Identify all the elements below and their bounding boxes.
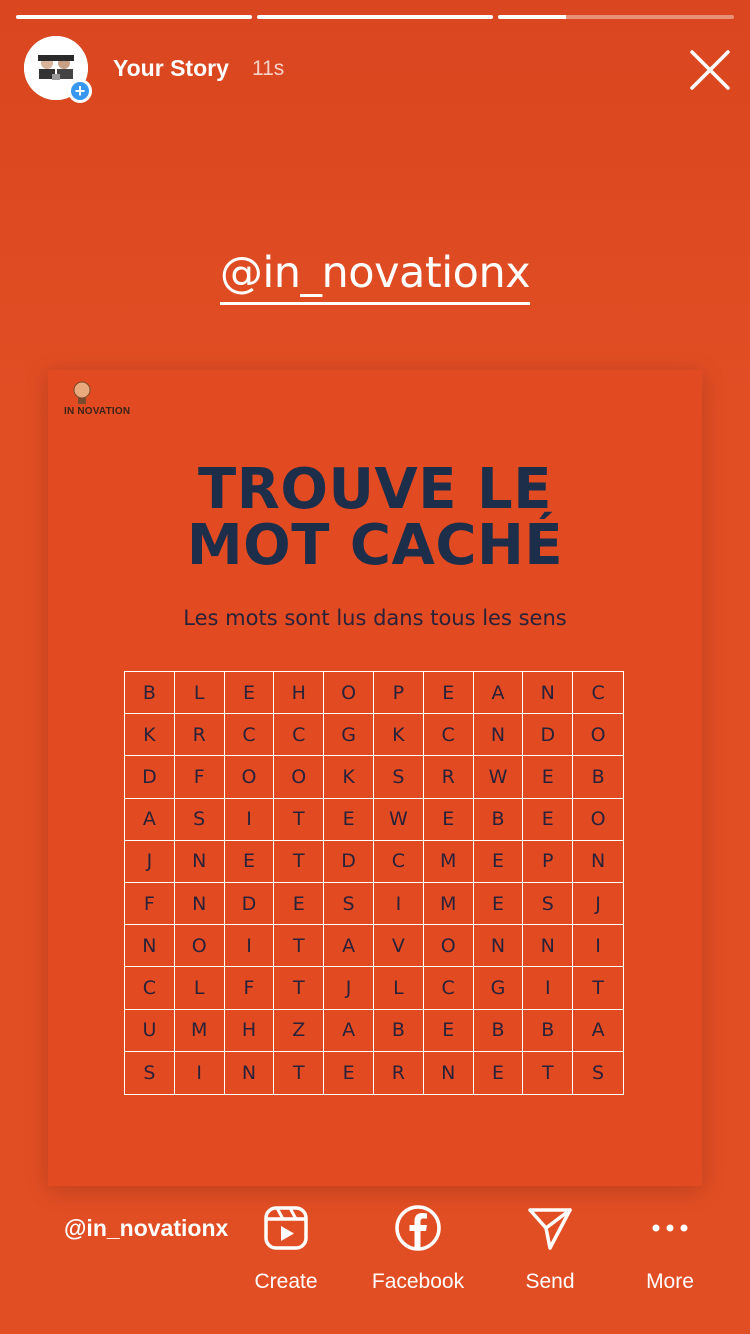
send-button[interactable] [490, 1200, 610, 1294]
grid-cell: U [125, 1010, 175, 1052]
progress-fill [257, 15, 493, 19]
grid-cell: D [324, 841, 374, 883]
mention-sticker[interactable] [0, 248, 750, 298]
grid-cell: J [573, 883, 623, 925]
grid-cell: P [523, 841, 573, 883]
grid-cell: L [374, 967, 424, 1009]
grid-cell: V [374, 925, 424, 967]
grid-cell: C [225, 714, 275, 756]
shared-post-card[interactable] [48, 370, 702, 1186]
grid-cell: N [175, 841, 225, 883]
grid-cell: S [523, 883, 573, 925]
story-timestamp: 11s [252, 57, 285, 80]
grid-cell: P [374, 672, 424, 714]
grid-cell: N [424, 1052, 474, 1094]
brand-logo [62, 380, 152, 420]
grid-cell: O [573, 714, 623, 756]
grid-cell: J [324, 967, 374, 1009]
grid-cell: E [324, 799, 374, 841]
grid-cell: O [274, 756, 324, 798]
grid-cell: L [175, 672, 225, 714]
grid-cell: W [374, 799, 424, 841]
grid-cell: E [523, 799, 573, 841]
grid-cell: R [175, 714, 225, 756]
post-title-line-2: MOT CACHÉ [186, 513, 564, 578]
grid-cell: E [424, 799, 474, 841]
grid-cell: A [474, 672, 524, 714]
grid-cell: N [523, 672, 573, 714]
grid-cell: N [474, 714, 524, 756]
grid-cell: G [324, 714, 374, 756]
grid-cell: E [424, 1010, 474, 1052]
post-title-line-1: TROUVE LE [198, 457, 552, 522]
grid-cell: E [424, 672, 474, 714]
grid-cell: B [474, 1010, 524, 1052]
grid-cell: S [125, 1052, 175, 1094]
facebook-label: Facebook [371, 1270, 465, 1293]
grid-cell: B [374, 1010, 424, 1052]
grid-cell: D [225, 883, 275, 925]
grid-cell: H [225, 1010, 275, 1052]
grid-cell: H [274, 672, 324, 714]
grid-cell: N [175, 883, 225, 925]
grid-cell: O [175, 925, 225, 967]
progress-segment [16, 15, 252, 19]
progress-fill [498, 15, 566, 19]
progress-fill [16, 15, 252, 19]
lightbulb-icon [70, 380, 94, 408]
grid-cell: C [125, 967, 175, 1009]
grid-cell: T [274, 841, 324, 883]
grid-cell: O [324, 672, 374, 714]
word-search-grid [124, 671, 624, 1095]
grid-cell: T [274, 799, 324, 841]
grid-cell: E [324, 1052, 374, 1094]
mention-sticker-text: @in_novationx [220, 248, 530, 305]
grid-cell: B [125, 672, 175, 714]
grid-cell: D [125, 756, 175, 798]
grid-cell: E [225, 841, 275, 883]
grid-cell: C [573, 672, 623, 714]
grid-cell: I [523, 967, 573, 1009]
grid-cell: T [274, 967, 324, 1009]
grid-cell: I [573, 925, 623, 967]
close-icon [688, 48, 732, 92]
grid-cell: C [274, 714, 324, 756]
grid-cell: C [424, 967, 474, 1009]
grid-cell: T [523, 1052, 573, 1094]
grid-cell: J [125, 841, 175, 883]
ellipsis-icon [650, 1222, 690, 1234]
grid-cell: F [225, 967, 275, 1009]
grid-cell: E [225, 672, 275, 714]
grid-cell: L [175, 967, 225, 1009]
grid-cell: Z [274, 1010, 324, 1052]
grid-cell: N [523, 925, 573, 967]
mention-handle[interactable]: @in_novationx [64, 1215, 229, 1241]
grid-cell: O [573, 799, 623, 841]
grid-cell: A [573, 1010, 623, 1052]
grid-cell: F [125, 883, 175, 925]
grid-cell: M [424, 883, 474, 925]
grid-cell: N [125, 925, 175, 967]
grid-cell: S [175, 799, 225, 841]
grid-cell: M [175, 1010, 225, 1052]
grid-cell: W [474, 756, 524, 798]
grid-cell: E [474, 1052, 524, 1094]
grid-cell: E [274, 883, 324, 925]
grid-cell: B [523, 1010, 573, 1052]
grid-cell: I [225, 799, 275, 841]
progress-segment [498, 15, 734, 19]
create-button[interactable] [226, 1200, 346, 1294]
grid-cell: A [125, 799, 175, 841]
grid-cell: K [125, 714, 175, 756]
facebook-button[interactable] [358, 1200, 478, 1294]
grid-cell: E [474, 883, 524, 925]
grid-cell: B [474, 799, 524, 841]
grid-cell: M [424, 841, 474, 883]
grid-cell: N [474, 925, 524, 967]
grid-cell: S [374, 756, 424, 798]
grid-cell: K [374, 714, 424, 756]
grid-cell: T [573, 967, 623, 1009]
post-subtitle: Les mots sont lus dans tous les sens [183, 606, 567, 630]
grid-cell: B [573, 756, 623, 798]
grid-cell: A [324, 1010, 374, 1052]
post-title [48, 457, 702, 578]
grid-cell: R [424, 756, 474, 798]
grid-cell: E [474, 841, 524, 883]
grid-cell: R [374, 1052, 424, 1094]
grid-cell: C [424, 714, 474, 756]
more-label: More [646, 1270, 694, 1293]
reels-icon [263, 1205, 309, 1251]
story-owner-name: Your Story [113, 55, 229, 81]
grid-cell: O [225, 756, 275, 798]
grid-cell: D [523, 714, 573, 756]
grid-cell: E [523, 756, 573, 798]
progress-segment [257, 15, 493, 19]
grid-cell: K [324, 756, 374, 798]
grid-cell: S [592, 1061, 605, 1084]
grid-cell: T [274, 925, 324, 967]
facebook-icon [394, 1204, 442, 1252]
grid-cell: I [175, 1052, 225, 1094]
more-button[interactable] [610, 1200, 730, 1294]
story-progress [16, 15, 734, 19]
add-story-plus-icon[interactable]: + [68, 79, 92, 103]
grid-cell: S [324, 883, 374, 925]
grid-cell: G [474, 967, 524, 1009]
close-button[interactable] [688, 48, 732, 92]
grid-cell: T [274, 1052, 324, 1094]
grid-cell: N [225, 1052, 275, 1094]
grid-cell: A [324, 925, 374, 967]
grid-cell: I [225, 925, 275, 967]
brand-logo-text: IN NOVATION [64, 406, 131, 417]
grid-cell: N [573, 841, 623, 883]
paper-plane-icon [526, 1204, 574, 1252]
grid-cell: I [374, 883, 424, 925]
send-label: Send [525, 1270, 575, 1293]
grid-cell: C [374, 841, 424, 883]
grid-cell: O [424, 925, 474, 967]
grid-cell: F [175, 756, 225, 798]
create-label: Create [254, 1270, 318, 1293]
